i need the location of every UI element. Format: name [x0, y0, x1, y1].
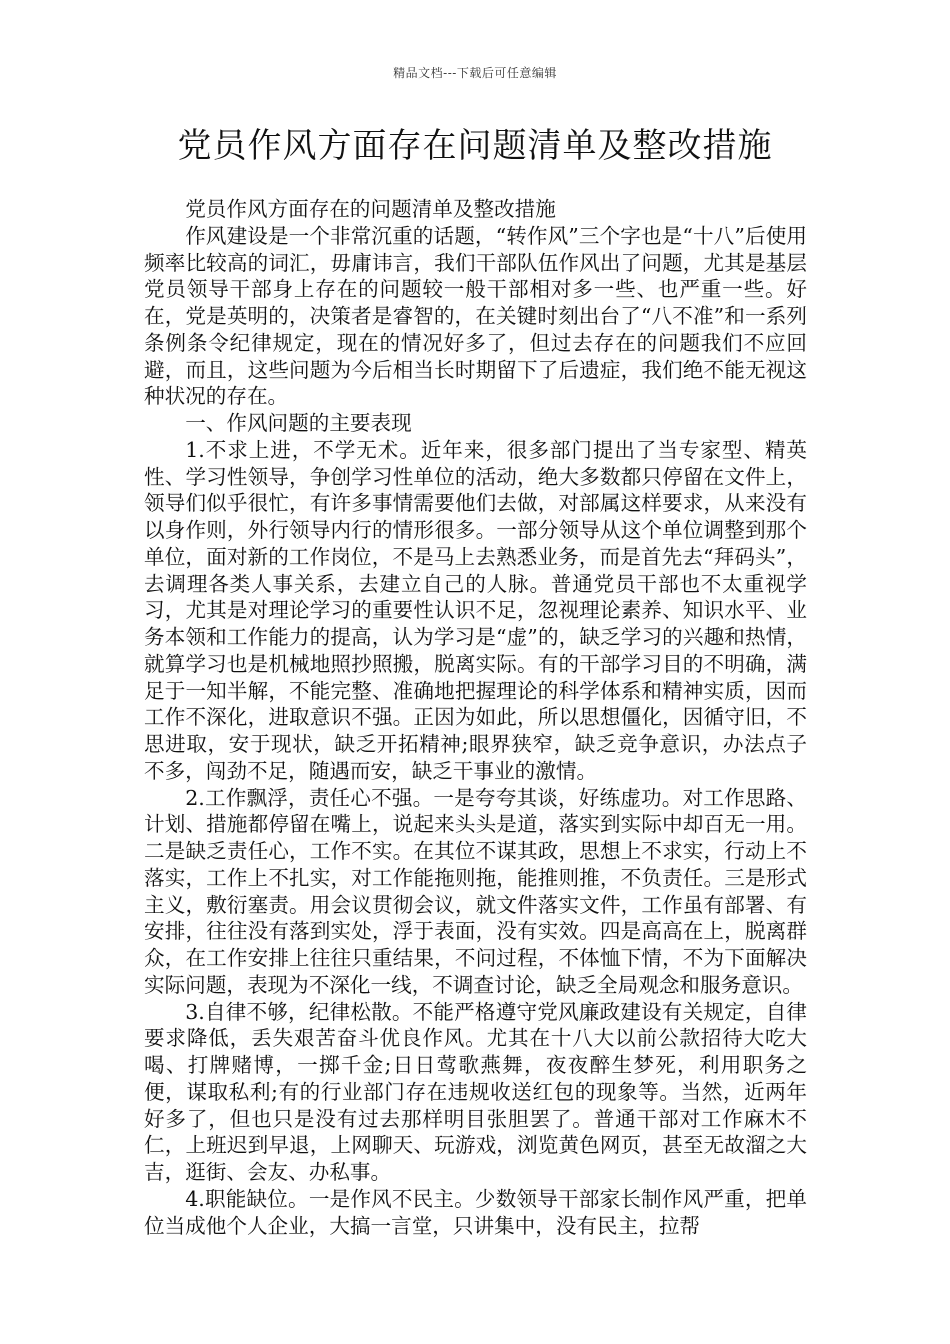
- paragraph-item-1: 1.不求上进，不学无术。近年来，很多部门提出了当专家型、精英性、学习性领导，争创学习性单位的活动，绝大多数都只停留在文件上，领导们似乎很忙，有许多事情需要他们去做，对部属这样要求，从来没有以身作则，外行领导内行的情形很多。一部分领导从这个单位调整到那个单位，面对新的工作岗位，不是马上去熟悉业务，而是首先去“拜码头”，去调理各类人事关系，去建立自己的人脉。普通党员干部也不太重视学习，尤其是对理论学习的重要性认识不足，忽视理论素养、知识水平、业务本领和工作能力的提高，认为学习是“虚”的，缺乏学习的兴趣和热情，就算学习也是机械地照抄照搬，脱离实际。有的干部学习目的不明确，满足于一知半解，不能完整、准确地把握理论的科学体系和精神实质，因而工作不深化，进取意识不强。正因为如此，所以思想僵化，因循守旧，不思进取，安于现状，缺乏开拓精神;眼界狭窄，缺乏竞争意识，办法点子不多，闯劲不足，随遇而安，缺乏干事业的激情。: [144, 437, 807, 783]
- paragraph-subtitle: 党员作风方面存在的问题清单及整改措施: [185, 197, 556, 221]
- document-body: [144, 196, 807, 1239]
- paragraph-item-4: 4.职能缺位。一是作风不民主。少数领导干部家长制作风严重，把单位当成他个人企业，大搞一言堂，只讲集中，没有民主，拉帮: [144, 1186, 807, 1238]
- header-note: 精品文档---下载后可任意编辑: [393, 66, 557, 80]
- document-title: 党员作风方面存在问题清单及整改措施: [177, 126, 773, 166]
- paragraph-item-3: 3.自律不够，纪律松散。不能严格遵守党风廉政建设有关规定，自律要求降低，丢失艰苦奋斗优良作风。尤其在十八大以前公款招待大吃大喝、打牌赌博，一掷千金;日日莺歌燕舞，夜夜醉生梦死，利用职务之便，谋取私利;有的行业部门存在违规收送红包的现象等。当然，近两年好多了，但也只是没有过去那样明目张胆罢了。普通干部对工作麻木不仁，上班迟到早退，上网聊天、玩游戏，浏览黄色网页，甚至无故溜之大吉，逛街、会友、办私事。: [144, 999, 807, 1184]
- paragraph-item-2: 2.工作飘浮，责任心不强。一是夸夸其谈，好练虚功。对工作思路、计划、措施都停留在嘴上，说起来头头是道，落实到实际中却百无一用。二是缺乏责任心，工作不实。在其位不谋其政，思想上不求实，行动上不落实，工作上不扎实，对工作能拖则拖，能推则推，不负责任。三是形式主义，敷衍塞责。用会议贯彻会议，就文件落实文件，工作虽有部署、有安排，往往没有落到实处，浮于表面，没有实效。四是高高在上，脱离群众，在工作安排上往往只重结果，不问过程，不体恤下情，不为下面解决实际问题，表现为不深化一线，不调查讨论，缺乏全局观念和服务意识。: [144, 785, 807, 997]
- section-heading: 一、作风问题的主要表现: [185, 411, 412, 435]
- paragraph-intro: 作风建设是一个非常沉重的话题，“转作风”三个字也是“十八”后使用频率比较高的词汇，毋庸讳言，我们干部队伍作风出了问题，尤其是基层党员领导干部身上存在的问题较一般干部相对多一些、也严重一些。好在，党是英明的，决策者是睿智的，在关键时刻出台了“八不准”和一系列条例条令纪律规定，现在的情况好多了，但过去存在的问题我们不应回避，而且，这些问题为今后相当长时期留下了后遗症，我们绝不能无视这种状况的存在。: [144, 223, 807, 409]
